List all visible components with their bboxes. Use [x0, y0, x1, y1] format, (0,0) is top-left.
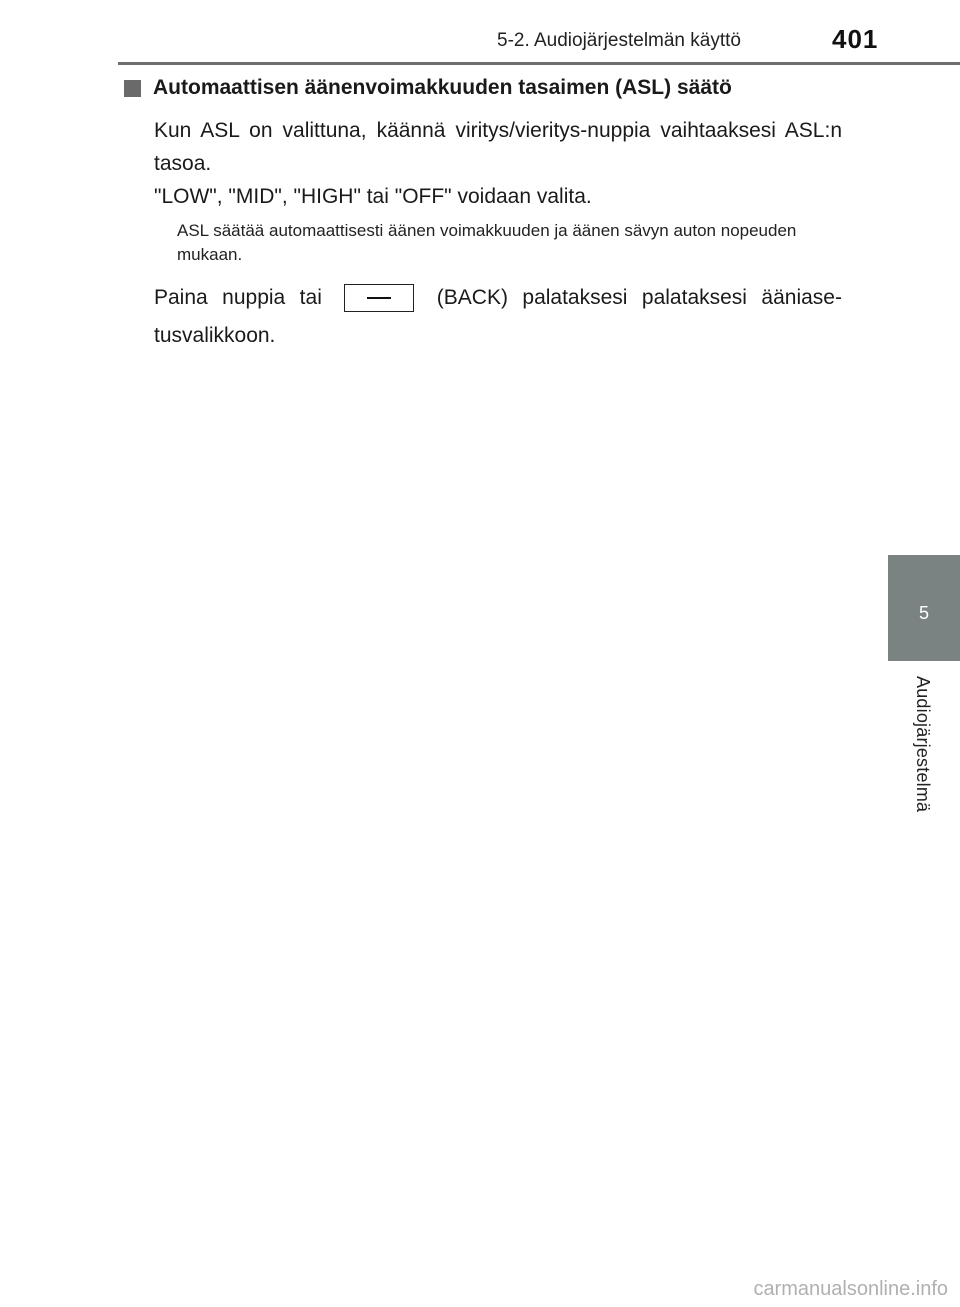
header-section-title: 5-2. Audiojärjestelmän käyttö [497, 30, 741, 51]
page-number: 401 [832, 24, 879, 54]
instruction-paragraph: Kun ASL on valittuna, käännä viritys/vieritys-nuppia vaihtaaksesi ASL:n tasoa. [154, 119, 842, 175]
page-content [124, 74, 842, 355]
chapter-number: 5 [918, 603, 929, 623]
back-instruction-start: Paina nuppia tai [154, 286, 322, 309]
back-instruction-line1 [154, 279, 842, 317]
back-instruction-end: (BACK) palataksesi palataksesi ääniase- [436, 286, 842, 309]
footer-watermark: carmanualsonline.info [753, 1278, 948, 1300]
header-divider [118, 62, 960, 65]
back-button [344, 284, 414, 312]
note-paragraph: ASL säätää automaattisesti äänen voimakkuuden ja äänen sävyn auton nopeuden mukaan. [177, 221, 797, 264]
chapter-tab [888, 555, 960, 661]
options-paragraph: "LOW", "MID", "HIGH" tai "OFF" voidaan valita. [154, 185, 592, 208]
back-instruction-line2: tusvalikkoon. [154, 324, 276, 347]
square-bullet-icon [124, 80, 141, 97]
section-heading [124, 74, 842, 102]
chapter-label: Audiojärjestelmä [913, 676, 933, 813]
back-button-icon [367, 297, 391, 299]
section-heading-text: Automaattisen äänenvoimakkuuden tasaimen (ASL) säätö [153, 76, 732, 99]
